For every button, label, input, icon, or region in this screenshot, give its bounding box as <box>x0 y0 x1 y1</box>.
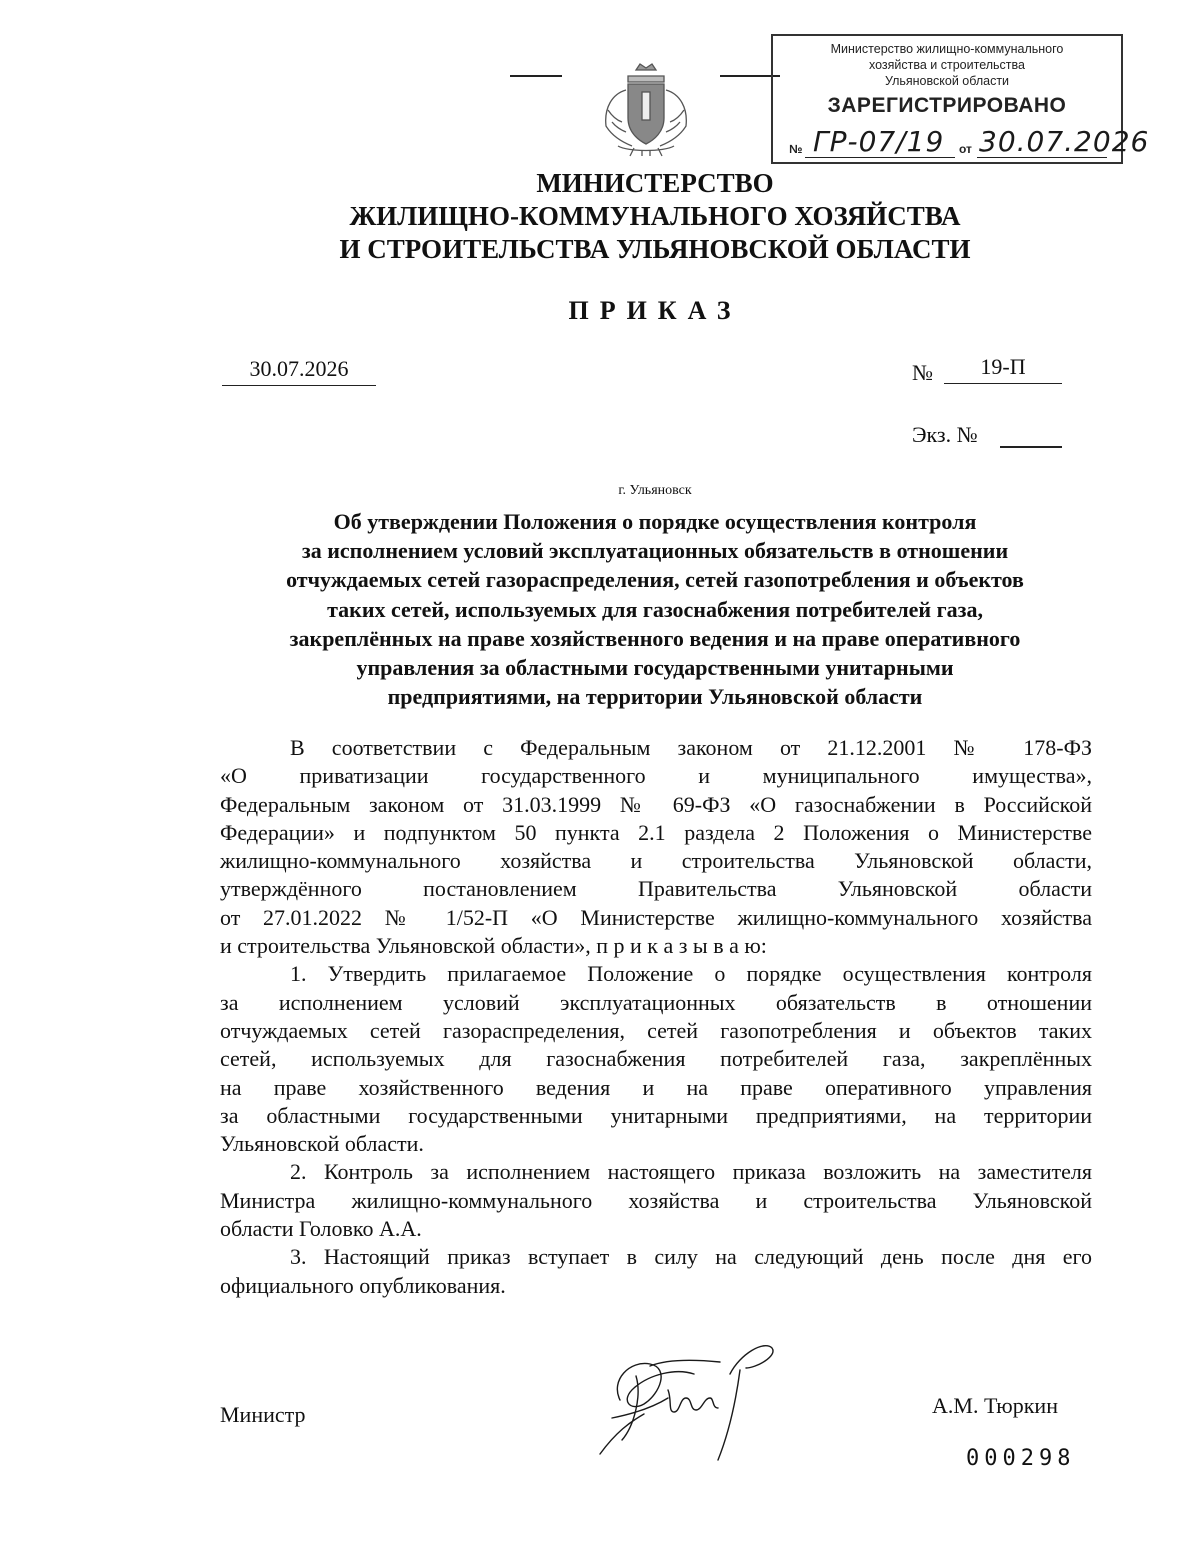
copy-number-blank <box>1000 446 1062 448</box>
body-line: за областными государственными унитарными предприятиями, на территории <box>220 1102 1092 1128</box>
body-line: отчуждаемых сетей газораспределения, сетей газопотребления и объектов таких <box>220 1017 1092 1043</box>
body-line: за исполнением условий эксплуатационных обязательств в отношении <box>220 989 1092 1015</box>
body-line: жилищно-коммунального хозяйства и строительства Ульяновской области, <box>220 848 1092 874</box>
stamp-registration-row <box>779 125 1150 158</box>
body-line: сетей, используемых для газоснабжения потребителей газа, закреплённых <box>220 1046 1092 1072</box>
document-serial-number: 000298 <box>966 1446 1076 1471</box>
body-line: Федеральным законом от 31.03.1999 № 69-ФЗ «О газоснабжении в Российской <box>220 791 1092 817</box>
city-name: г. Ульяновск <box>618 483 692 498</box>
stamp-registered-label: ЗАРЕГИСТРИРОВАНО <box>827 94 1067 117</box>
copy-number-label: Экз. № <box>912 422 978 447</box>
stamp-date-value: 30.07.2026 <box>979 125 1150 158</box>
signatory-position: Министр <box>220 1402 306 1427</box>
body-line: и строительства Ульяновской области», п р и к а з ы в а ю: <box>220 933 767 959</box>
stamp-ministry-name: Министерство жилищно-коммунального хозяйства и строительства Ульяновской области <box>830 42 1064 88</box>
body-line: официального опубликования. <box>220 1272 506 1298</box>
body-line: области Головко А.А. <box>220 1216 422 1242</box>
body-line: 3. Настоящий приказ вступает в силу на следующий день после дня его <box>290 1244 1092 1270</box>
body-line: от 27.01.2022 № 1/52-П «О Министерстве жилищно-коммунального хозяйства <box>220 904 1092 930</box>
handwritten-signature-icon <box>590 1330 800 1470</box>
ministry-heading: МИНИСТЕРСТВО ЖИЛИЩНО-КОММУНАЛЬНОГО ХОЗЯЙСТВА И СТРОИТЕЛЬСТВА УЛЬЯНОВСКОЙ ОБЛАСТИ <box>339 168 971 264</box>
coat-of-arms-emblem <box>510 60 780 160</box>
order-number: 19-П <box>944 354 1062 384</box>
document-type-title: ПРИКАЗ <box>568 296 742 325</box>
stamp-number-label: № <box>789 142 803 156</box>
order-date: 30.07.2026 <box>222 356 376 386</box>
body-line: «О приватизации государственного и муниципального имущества», <box>220 763 1092 789</box>
body-line: 2. Контроль за исполнением настоящего приказа возложить на заместителя <box>290 1159 1092 1185</box>
body-line: В соответствии с Федеральным законом от 21.12.2001 № 178-ФЗ <box>290 735 1092 760</box>
stamp-number-value: ГР-07/19 <box>813 125 945 158</box>
body-line: Министра жилищно-коммунального хозяйства и строительства Ульяновской <box>220 1187 1092 1213</box>
body-line: Федерации» и подпунктом 50 пункта 2.1 раздела 2 Положения о Министерстве <box>220 819 1092 845</box>
body-line: утверждённого постановлением Правительства Ульяновской области <box>220 876 1092 902</box>
order-body <box>220 734 1092 1300</box>
registration-stamp <box>771 34 1150 164</box>
body-line: Ульяновской области. <box>220 1131 424 1157</box>
body-line: на праве хозяйственного ведения и на праве оперативного управления <box>220 1074 1092 1100</box>
order-number-label: № <box>912 360 933 385</box>
body-line: 1. Утвердить прилагаемое Положение о порядке осуществления контроля <box>290 961 1092 987</box>
emblem-icon <box>598 60 694 158</box>
order-subject: Об утверждении Положения о порядке осуществления контроля за исполнением условий эксплуатационных обязательств в отношении отчуждаемых сетей газораспределения, сетей газопотребления и объектов таких сетей, используемых для газоснабжения потребителей газа, закреплённых на праве хозяйственного ведения и на праве оперативного управления за областными государственными унитарными предприятиями, на территории Ульяновской области <box>286 509 1024 710</box>
stamp-date-label: от <box>959 142 972 156</box>
signatory-name: А.М. Тюркин <box>932 1393 1058 1418</box>
